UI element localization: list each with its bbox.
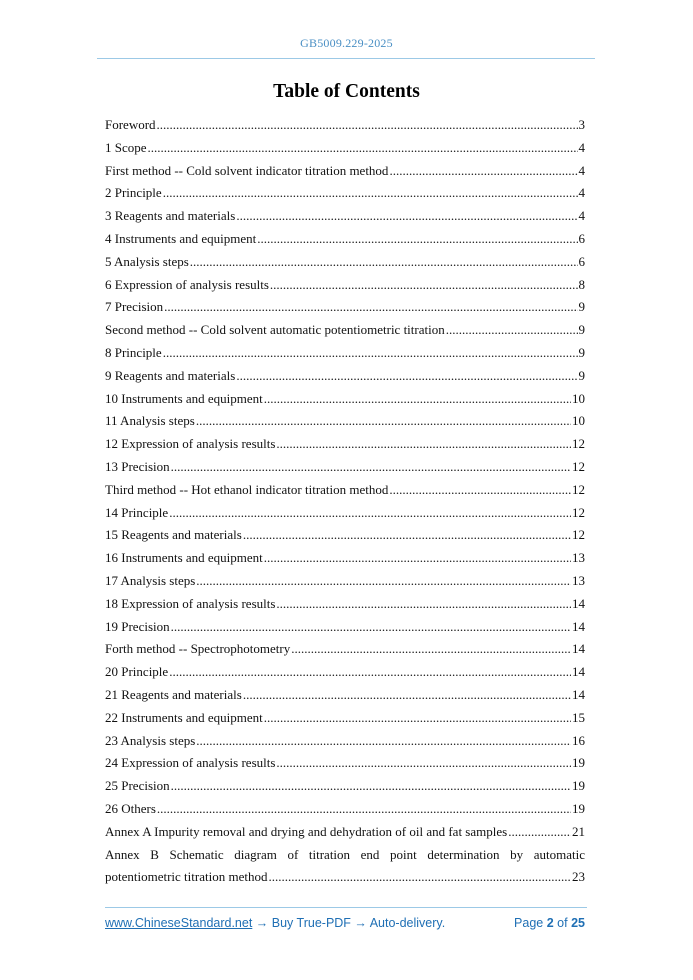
toc-entry[interactable] [105, 342, 585, 365]
page-title: Table of Contents [273, 81, 420, 102]
page-word: Page [514, 916, 544, 930]
toc-entry-page: 14 [572, 686, 585, 702]
toc-entry-page: 4 [578, 139, 585, 155]
footer-promo-text: → Buy True-PDF → Auto-delivery. [252, 916, 446, 930]
toc-entry-page: 9 [578, 344, 585, 360]
toc-entry-label-line1: Annex B Schematic diagram of titration end point determination by automatic [105, 846, 585, 862]
toc-entry-label: 3 Reagents and materials [105, 208, 236, 224]
toc-entry[interactable] [105, 524, 585, 547]
toc-leader-dots [190, 251, 578, 274]
toc-leader-dots [446, 319, 578, 342]
toc-entry-page: 12 [572, 504, 585, 520]
toc-leader-dots [196, 570, 571, 593]
toc-leader-dots [257, 228, 577, 251]
toc-leader-dots [291, 638, 571, 661]
toc-entry-label: 9 Reagents and materials [105, 367, 236, 383]
toc-entry[interactable] [105, 638, 585, 661]
toc-entry-page: 14 [572, 664, 585, 680]
toc-entry[interactable] [105, 570, 585, 593]
toc-entry-page: 8 [578, 276, 585, 292]
toc-entry[interactable] [105, 593, 585, 616]
toc-leader-dots [157, 114, 578, 137]
toc-leader-dots [264, 547, 571, 570]
toc-leader-dots [163, 182, 578, 205]
toc-entry[interactable] [105, 160, 585, 183]
toc-entry-label: Second method -- Cold solvent automatic potentiometric titration [105, 322, 445, 338]
toc-leader-dots [243, 684, 571, 707]
toc-entry-page: 14 [572, 618, 585, 634]
toc-leader-dots [276, 752, 571, 775]
toc-entry-page: 4 [578, 185, 585, 201]
toc-entry[interactable] [105, 319, 585, 342]
page-indicator [514, 916, 585, 930]
toc-entry-label-line2: potentiometric titration method [105, 869, 268, 885]
toc-leader-dots [243, 524, 571, 547]
toc-entry-label: 14 Principle [105, 504, 169, 520]
page-total: 25 [571, 916, 585, 930]
toc-leader-dots [389, 479, 571, 502]
toc-entry-label: 10 Instruments and equipment [105, 390, 263, 406]
footer-divider [105, 907, 587, 908]
toc-entry-page: 4 [578, 208, 585, 224]
table-of-contents [105, 114, 585, 889]
toc-entry-page: 13 [572, 572, 585, 588]
toc-leader-dots [276, 433, 571, 456]
toc-leader-dots [276, 593, 571, 616]
toc-entry-label: 8 Principle [105, 344, 162, 360]
toc-entry-page: 9 [578, 299, 585, 315]
toc-entry[interactable] [105, 752, 585, 775]
page-of: of [557, 916, 568, 930]
toc-leader-dots [270, 274, 578, 297]
toc-entry-label: First method -- Cold solvent indicator titration method [105, 162, 389, 178]
toc-entry-page: 19 [572, 800, 585, 816]
toc-entry-page: 10 [572, 390, 585, 406]
toc-entry[interactable] [105, 365, 585, 388]
toc-entry-label: 11 Analysis steps [105, 413, 195, 429]
toc-entry[interactable] [105, 821, 585, 844]
toc-leader-dots [169, 502, 571, 525]
toc-entry-label: 24 Expression of analysis results [105, 755, 276, 771]
toc-entry[interactable] [105, 182, 585, 205]
toc-leader-dots [389, 160, 577, 183]
toc-entry-page: 6 [578, 230, 585, 246]
toc-entry[interactable] [105, 775, 585, 798]
toc-entry-page: 16 [572, 732, 585, 748]
toc-entry-page: 12 [572, 458, 585, 474]
toc-leader-dots [148, 137, 578, 160]
toc-entry-page: 6 [578, 253, 585, 269]
toc-entry[interactable] [105, 388, 585, 411]
toc-entry-page: 15 [572, 709, 585, 725]
toc-entry-page: 12 [572, 527, 585, 543]
toc-entry[interactable] [105, 661, 585, 684]
toc-entry-page: 10 [572, 413, 585, 429]
toc-entry-page: 4 [578, 162, 585, 178]
toc-entry-label: Third method -- Hot ethanol indicator titration method [105, 481, 389, 497]
toc-entry[interactable] [105, 205, 585, 228]
page-current: 2 [546, 916, 554, 930]
toc-entry-label: 20 Principle [105, 664, 169, 680]
toc-leader-dots [196, 410, 571, 433]
toc-leader-dots [508, 821, 571, 844]
toc-entry[interactable] [105, 502, 585, 525]
toc-leader-dots [164, 296, 577, 319]
toc-entry-label: 25 Precision [105, 778, 170, 794]
toc-entry-label: Foreword [105, 117, 156, 132]
toc-leader-dots [171, 456, 571, 479]
toc-entry[interactable] [105, 274, 585, 297]
toc-leader-dots [171, 775, 571, 798]
toc-leader-dots [268, 866, 571, 889]
toc-entry-page: 14 [572, 641, 585, 657]
toc-entry[interactable] [105, 616, 585, 639]
toc-entry[interactable] [105, 707, 585, 730]
toc-entry-label: 1 Scope [105, 139, 147, 155]
toc-entry-label: 12 Expression of analysis results [105, 436, 276, 452]
footer-promo [105, 916, 445, 930]
toc-entry-page: 12 [572, 436, 585, 452]
toc-entry-label: 17 Analysis steps [105, 572, 196, 588]
toc-entry[interactable] [105, 251, 585, 274]
toc-entry-label: Annex A Impurity removal and drying and dehydration of oil and fat samples [105, 823, 508, 839]
toc-entry-page: 3 [578, 117, 585, 132]
toc-entry-page: 21 [572, 823, 585, 839]
toc-entry-page: 13 [572, 550, 585, 566]
toc-entry-label: Forth method -- Spectrophotometry [105, 641, 291, 657]
toc-leader-dots [196, 730, 571, 753]
toc-entry[interactable] [105, 114, 585, 137]
toc-entry[interactable] [105, 410, 585, 433]
toc-entry-page: 23 [572, 869, 585, 885]
toc-entry-label: 4 Instruments and equipment [105, 230, 257, 246]
toc-leader-dots [163, 342, 578, 365]
toc-entry[interactable] [105, 730, 585, 753]
site-link[interactable]: www.ChineseStandard.net [105, 916, 253, 930]
toc-leader-dots [171, 616, 571, 639]
toc-entry-page: 12 [572, 481, 585, 497]
toc-entry-label: 5 Analysis steps [105, 253, 189, 269]
toc-entry[interactable] [105, 456, 585, 479]
toc-leader-dots [264, 707, 571, 730]
toc-entry[interactable] [105, 228, 585, 251]
toc-entry[interactable] [105, 137, 585, 160]
toc-entry-label: 16 Instruments and equipment [105, 550, 263, 566]
running-header: GB5009.229-2025 [300, 36, 393, 50]
toc-entry-page: 19 [572, 755, 585, 771]
toc-entry[interactable] [105, 684, 585, 707]
toc-leader-dots [236, 365, 577, 388]
toc-entry[interactable] [105, 844, 585, 890]
page-footer [105, 916, 585, 930]
toc-entry-page: 14 [572, 595, 585, 611]
toc-entry-page: 9 [578, 367, 585, 383]
toc-leader-dots [264, 388, 571, 411]
toc-entry[interactable] [105, 798, 585, 821]
toc-entry[interactable] [105, 433, 585, 456]
toc-entry[interactable] [105, 479, 585, 502]
toc-entry-label: 19 Precision [105, 618, 170, 634]
toc-entry-page: 9 [578, 322, 585, 338]
toc-leader-dots [157, 798, 571, 821]
toc-entry-label: 26 Others [105, 800, 156, 816]
toc-entry[interactable] [105, 296, 585, 319]
toc-entry-label: 21 Reagents and materials [105, 686, 242, 702]
toc-entry-label: 23 Analysis steps [105, 732, 196, 748]
toc-leader-dots [169, 661, 571, 684]
toc-entry-page: 19 [572, 778, 585, 794]
toc-entry[interactable] [105, 547, 585, 570]
toc-entry-label: 2 Principle [105, 185, 162, 201]
toc-entry-label: 15 Reagents and materials [105, 527, 242, 543]
toc-entry-label: 7 Precision [105, 299, 164, 315]
toc-entry-label: 13 Precision [105, 458, 170, 474]
toc-entry-label: 22 Instruments and equipment [105, 709, 263, 725]
header-divider [97, 58, 595, 59]
toc-entry-label: 18 Expression of analysis results [105, 595, 276, 611]
toc-entry-label: 6 Expression of analysis results [105, 276, 269, 292]
toc-leader-dots [236, 205, 577, 228]
